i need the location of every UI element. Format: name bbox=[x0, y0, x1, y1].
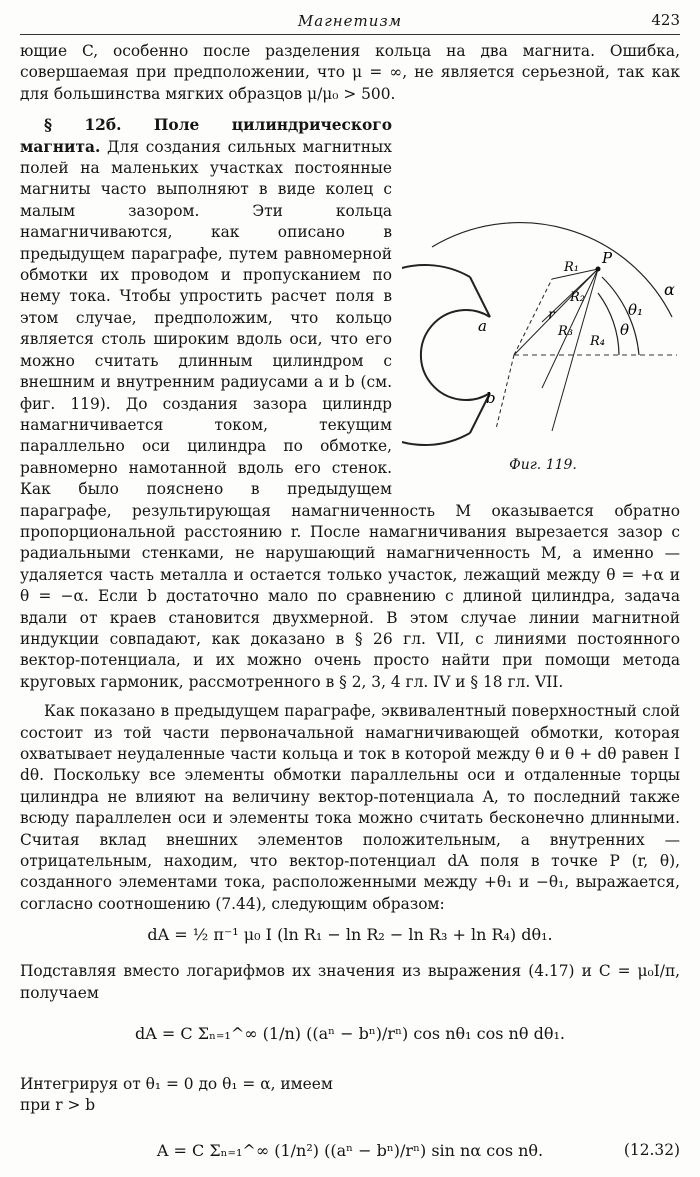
label-R2: R₂ bbox=[570, 290, 585, 306]
radius-a bbox=[514, 279, 552, 355]
label-theta: θ bbox=[620, 321, 630, 340]
label-R3: R₃ bbox=[558, 324, 573, 340]
label-alpha: α bbox=[664, 280, 675, 300]
equation-2-body: dA = C Σₙ₌₁^∞ (1/n) ((aⁿ − bⁿ)/rⁿ) cos nθ₁ cos nθ dθ₁. bbox=[135, 1024, 565, 1044]
paragraph-surface-layer: Как показано в предыдущем параграфе, эквивалентный поверхностный слой состоит из той части первоначальной намагничивающей обмотки, которая охватывает неудаленные части кольца и ток в которой между θ и θ + dθ равен I dθ. Поскольку все элементы обмотки параллельны оси и отдаленные торцы цилиндра не влияют на величину вектор-потенциала A, то последний также всюду параллелен оси и элементы тока можно считать бесконечно длинными. Считая вклад внешних элементов положительным, а внутренних — отрицательным, находим, что вектор-потенциал dA поля в точке P (r, θ), созданного элементами тока, расположенными между +θ₁ и −θ₁, выражается, согласно соотношению (7.44), следующим образом: bbox=[20, 702, 680, 913]
paragraph-substitution: Подставляя вместо логарифмов их значения из выражения (4.17) и C = μ₀I/π, получаем bbox=[20, 962, 680, 1002]
label-R4: R₄ bbox=[590, 334, 605, 350]
equation-2 bbox=[20, 1004, 680, 1066]
page bbox=[20, 8, 680, 1177]
point-P bbox=[596, 267, 601, 272]
label-theta1: θ₁ bbox=[628, 301, 644, 320]
section-text: Для создания сильных магнитных полей на маленьких участках постоянные магниты часто выполняют в виде колец с малым зазором. Эти кольца намагничиваются, как описано в предыдущем параграфе, путем равномерной обмотки их проводом и пропусканием по нему тока. Чтобы упростить расчет поля в этом случае, предположим, что кольцо является столь широким вдоль оси, что его можно считать длинным цилиндром с внешним и внутренним радиусами a и b (см. фиг. 119). До создания зазора цилиндр намагничивается током, текущим параллельно оси цилиндра по обмотке, равномерно намотанной вдоль его стенок. Как было пояснено в предыдущем параграфе, результирующая намагниченность M оказывается обратно пропорциональной расстоянию r. После намагничивания вырезается зазор с радиальными стенками, не нарушающий намагниченность M, а именно — удаляется часть металла и остается только участок, лежащий между θ = +α и θ = −α. Если b достаточно мало по сравнению с длиной цилиндра, задача вдали от краев становится двухмерной. В этом случае линии магнитной индукции совпадают, как доказано в § 26 гл. VII, с линиями постоянного вектор-потенциала, и их можно очень просто найти при помощи метода круговых гармоник, рассмотренного в § 2, 3, 4 гл. IV и § 18 гл. VII. bbox=[20, 137, 680, 691]
label-P: P bbox=[602, 249, 613, 268]
figure-caption: Фиг. 119. bbox=[509, 457, 577, 474]
page-number: 423 bbox=[651, 11, 680, 29]
paragraph-integration: Интегрируя от θ₁ = 0 до θ₁ = α, имеем bbox=[20, 1075, 333, 1094]
figure-119 bbox=[402, 207, 684, 487]
ring-outer-arc bbox=[402, 265, 470, 445]
page-header bbox=[20, 8, 680, 35]
radius-b bbox=[496, 355, 514, 429]
cylinder-magnet-diagram bbox=[402, 207, 684, 469]
label-a: a bbox=[478, 317, 487, 336]
equation-1-body: dA = ½ π⁻¹ μ₀ I (ln R₁ − ln R₂ − ln R₃ + ln R₄) dθ₁. bbox=[147, 925, 553, 945]
section-block bbox=[20, 115, 680, 693]
section-heading: § 12б. Поле цилиндрического магнита. bbox=[20, 116, 392, 156]
equation-3 bbox=[20, 1117, 680, 1177]
paragraph-condition: при r > b bbox=[20, 1096, 96, 1115]
equation-1 bbox=[20, 915, 680, 961]
running-title: Магнетизм bbox=[297, 12, 403, 30]
label-r: r bbox=[548, 307, 555, 324]
label-R1: R₁ bbox=[564, 260, 579, 276]
equation-3-number: (12.32) bbox=[623, 1140, 680, 1159]
paragraph-continuation: ющие C, особенно после разделения кольца на два магнита. Ошибка, совершаемая при предположении, что μ = ∞, не является серьезной, так как для большинства мягких образцов μ/μ₀ > 500. bbox=[20, 42, 680, 103]
equation-3-body: A = C Σₙ₌₁^∞ (1/n²) ((aⁿ − bⁿ)/rⁿ) sin nα cos nθ. bbox=[156, 1140, 544, 1160]
label-b: b bbox=[486, 389, 496, 408]
